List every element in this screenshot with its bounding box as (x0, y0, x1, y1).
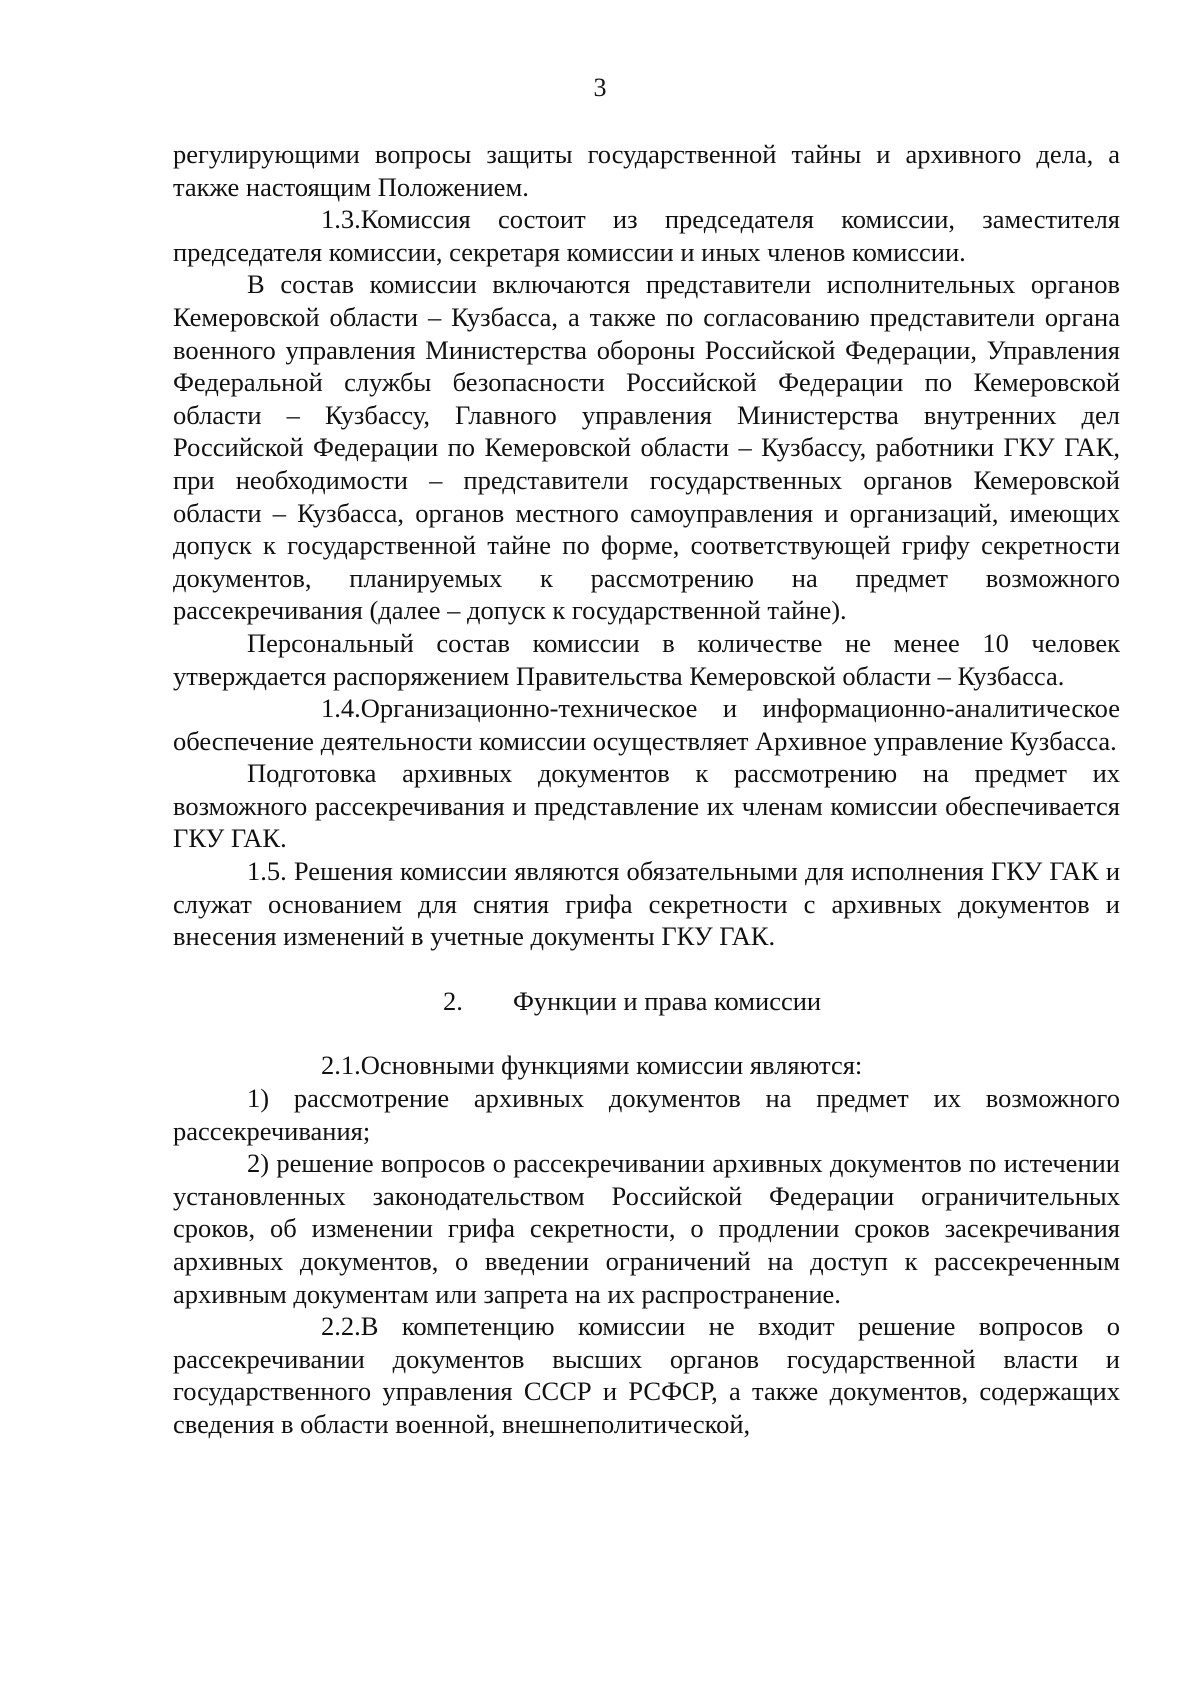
paragraph-1-5: 1.5. Решения комиссии являются обязательными для исполнения ГКУ ГАК и служат основанием для снятия грифа секретности с архивных документов и внесения изменений в учетные документы ГКУ ГАК. (173, 856, 1120, 952)
clause-number: 1.3. (321, 204, 361, 235)
page-number: 3 (593, 73, 607, 102)
clause-number: 2.1. (321, 1050, 361, 1081)
clause-number: 2.2. (321, 1311, 361, 1342)
document-body (173, 138, 1120, 1441)
list-item-1: 1) рассмотрение архивных документов на предмет их возможного рассекречивания; (173, 1083, 1120, 1146)
section-title: Функции и права комиссии (513, 985, 822, 1016)
paragraph-1-4 (173, 692, 1120, 757)
paragraph-1-3 (173, 203, 1120, 268)
clause-text: Организационно-техническое и информационно-аналитическое обеспечение деятельности комиссии осуществляет Архивное управление Кузбасса. (173, 693, 1120, 756)
paragraph-document-preparation: Подготовка архивных документов к рассмотрению на предмет их возможного рассекречивания и представление их членам комиссии обеспечивается ГКУ ГАК. (173, 758, 1120, 854)
clause-text: Основными функциями комиссии являются: (360, 1050, 863, 1081)
section-heading (173, 985, 1120, 1018)
paragraph-continuation: регулирующими вопросы защиты государственной тайны и архивного дела, а также настоящим Положением. (173, 139, 1120, 202)
paragraph-2-1 (173, 1049, 1120, 1082)
clause-text: Комиссия состоит из председателя комиссии, заместителя председателя комиссии, секретаря комиссии и иных членов комиссии. (173, 204, 1120, 267)
clause-text: В компетенцию комиссии не входит решение вопросов о рассекречивании документов высших органов государственной власти и государственного управления СССР и РСФСР, а также документов, содержащих сведения в области военной, внешнеполитической, (173, 1311, 1120, 1439)
paragraph-personal-composition: Персональный состав комиссии в количестве не менее 10 человек утверждается распоряжением Правительства Кемеровской области – Кузбасса. (173, 627, 1120, 691)
list-item-2: 2) решение вопросов о рассекречивании архивных документов по истечении установленных законодательством Российской Федерации ограничительных сроков, об изменении грифа секретности, о продлении сроков засекречивания архивных документов, о введении ограничений на доступ к рассекреченным архивным документам или запрета на их распространение. (173, 1148, 1120, 1309)
paragraph-2-2 (173, 1310, 1120, 1440)
section-number: 2. (443, 985, 463, 1016)
paragraph-commission-members: В состав комиссии включаются представители исполнительных органов Кемеровской области – Кузбасса, а также по согласованию представители органа военного управления Министерства обороны Российской Федерации, Управления Федеральной службы безопасности Российской Федерации по Кемеровской области – Кузбассу, Главного управления Министерства внутренних дел Российской Федерации по Кемеровской области – Кузбассу, работники ГКУ ГАК, при необходимости – представители государственных органов Кемеровской области – Кузбасса, органов местного самоуправления и организаций, имеющих допуск к государственной тайне по форме, соответствующей грифу секретности документов, планируемых к рассмотрению на предмет возможного рассекречивания (далее – допуск к государственной тайне). (173, 269, 1120, 626)
clause-number: 1.4. (321, 693, 361, 724)
